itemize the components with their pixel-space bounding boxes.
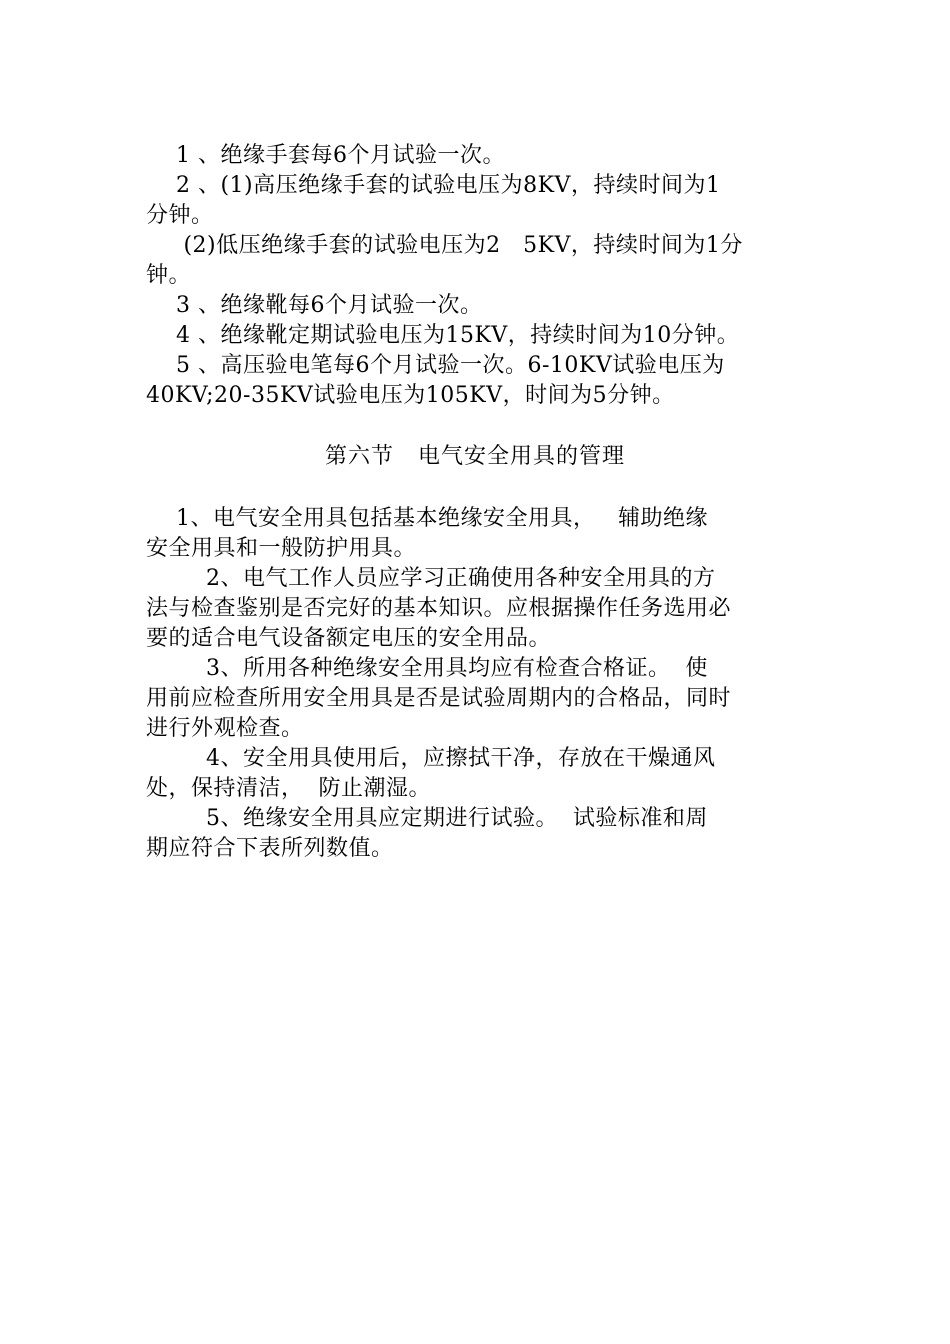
mgmt-item-4-line-2: 处，保持清洁， 防止潮湿。 <box>146 776 431 801</box>
mgmt-item-3-line-1: 3、所用各种绝缘安全用具均应有检查合格证。 使 <box>146 656 708 681</box>
mgmt-item-2-line-1: 2、电气工作人员应学习正确使用各种安全用具的方 <box>146 566 716 591</box>
item-5-line-2: 40KV;20-35KV试验电压为105KV，时间为5分钟。 <box>146 383 675 408</box>
item-5-line-1: 5 、高压验电笔每6个月试验一次。6-10KV试验电压为 <box>146 353 725 378</box>
item-2-line-2: 分钟。 <box>146 203 214 228</box>
mgmt-item-4-line-1: 4、安全用具使用后，应擦拭干净，存放在干燥通风 <box>146 746 716 771</box>
item-2b-line-2: 钟。 <box>146 263 192 288</box>
mgmt-item-2-line-3: 要的适合电气设备额定电压的安全用品。 <box>146 626 552 651</box>
section-heading: 第六节 电气安全用具的管理 <box>325 444 625 469</box>
mgmt-item-5-line-1: 5、绝缘安全用具应定期进行试验。 试验标准和周 <box>146 806 708 831</box>
item-2-line-1: 2 、(1)高压绝缘手套的试验电压为8KV，持续时间为1 <box>146 173 721 198</box>
mgmt-item-5-line-2: 期应符合下表所列数值。 <box>146 836 394 861</box>
mgmt-item-3-line-2: 用前应检查所用安全用具是否是试验周期内的合格品，同时 <box>146 686 732 711</box>
mgmt-item-3-line-3: 进行外观检查。 <box>146 716 304 741</box>
item-4-line-1: 4 、绝缘靴定期试验电压为15KV，持续时间为10分钟。 <box>146 323 740 348</box>
item-1-line-1: 1 、绝缘手套每6个月试验一次。 <box>146 143 505 168</box>
item-2b-line-1: (2)低压绝缘手套的试验电压为2 5KV，持续时间为1分 <box>146 233 743 258</box>
mgmt-item-2-line-2: 法与检查鉴别是否完好的基本知识。应根据操作任务选用必 <box>146 596 732 621</box>
mgmt-item-1-line-1: 1、电气安全用具包括基本绝缘安全用具， 辅助绝缘 <box>146 506 708 531</box>
item-3-line-1: 3 、绝缘靴每6个月试验一次。 <box>146 293 483 318</box>
mgmt-item-1-line-2: 安全用具和一般防护用具。 <box>146 536 417 561</box>
